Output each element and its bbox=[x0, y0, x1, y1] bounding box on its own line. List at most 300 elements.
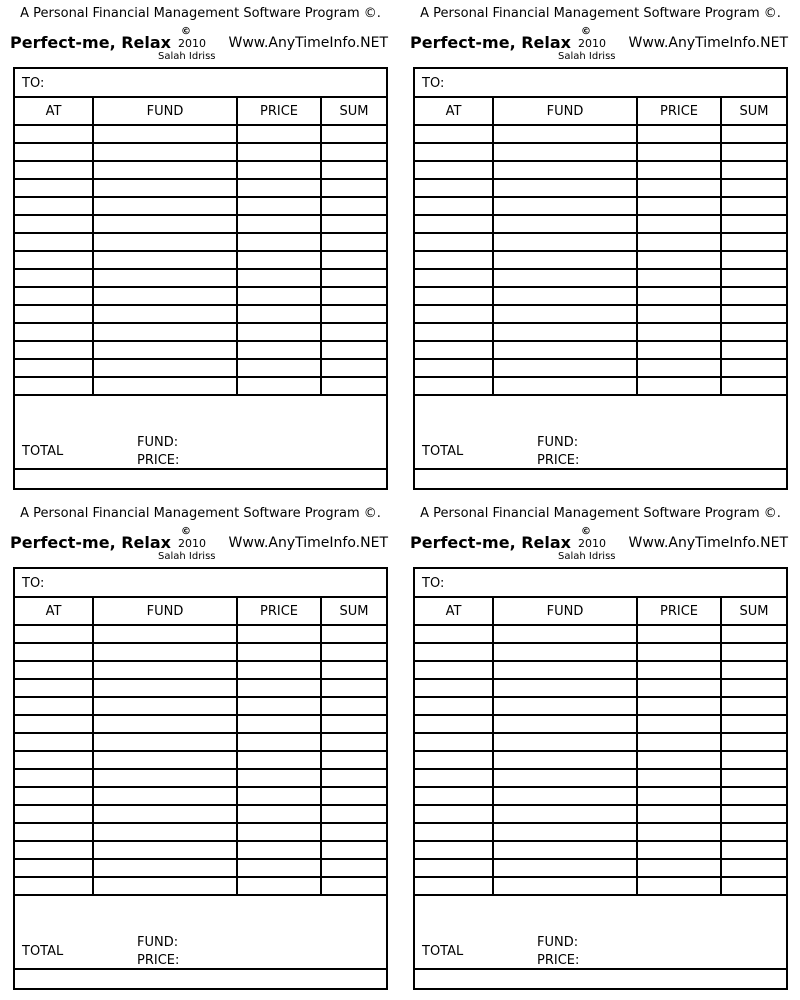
sum-cell[interactable] bbox=[321, 341, 386, 359]
at-cell[interactable] bbox=[415, 197, 493, 215]
fund-cell[interactable] bbox=[93, 841, 237, 859]
fund-cell[interactable] bbox=[493, 269, 637, 287]
price-cell[interactable] bbox=[237, 715, 321, 733]
sum-cell[interactable] bbox=[321, 643, 386, 661]
sum-cell[interactable] bbox=[721, 715, 786, 733]
sum-cell[interactable] bbox=[321, 877, 386, 895]
fund-cell[interactable] bbox=[93, 269, 237, 287]
price-cell[interactable] bbox=[237, 305, 321, 323]
fund-cell[interactable] bbox=[493, 697, 637, 715]
sum-cell[interactable] bbox=[321, 161, 386, 179]
table-row bbox=[415, 805, 786, 823]
tagline: A Personal Financial Management Software Program ©. bbox=[420, 506, 781, 521]
fund-cell[interactable] bbox=[93, 733, 237, 751]
at-cell[interactable] bbox=[415, 287, 493, 305]
sum-cell[interactable] bbox=[721, 841, 786, 859]
price-cell[interactable] bbox=[637, 859, 721, 877]
at-cell[interactable] bbox=[15, 841, 93, 859]
table-row bbox=[15, 377, 386, 395]
table-row bbox=[15, 341, 386, 359]
fund-cell[interactable] bbox=[93, 643, 237, 661]
at-cell[interactable] bbox=[415, 305, 493, 323]
fund-cell[interactable] bbox=[93, 215, 237, 233]
price-cell[interactable] bbox=[637, 877, 721, 895]
fund-cell[interactable] bbox=[493, 859, 637, 877]
column-header-price: PRICE bbox=[237, 98, 321, 125]
to-row bbox=[15, 569, 386, 598]
table-row bbox=[415, 341, 786, 359]
column-header-sum: SUM bbox=[321, 598, 386, 625]
price-cell[interactable] bbox=[637, 841, 721, 859]
fund-cell[interactable] bbox=[493, 625, 637, 643]
price-cell[interactable] bbox=[237, 251, 321, 269]
tagline: A Personal Financial Management Software Program ©. bbox=[20, 506, 381, 521]
sum-cell[interactable] bbox=[721, 377, 786, 395]
at-cell[interactable] bbox=[15, 197, 93, 215]
fund-cell[interactable] bbox=[93, 377, 237, 395]
sum-cell[interactable] bbox=[321, 359, 386, 377]
fund-cell[interactable] bbox=[493, 161, 637, 179]
brand-name: Perfect-me, Relax bbox=[410, 533, 571, 552]
fund-cell[interactable] bbox=[93, 625, 237, 643]
total-fund-label: FUND: bbox=[137, 935, 179, 950]
form-card bbox=[410, 500, 788, 990]
at-cell[interactable] bbox=[415, 697, 493, 715]
fund-cell[interactable] bbox=[93, 143, 237, 161]
fund-cell[interactable] bbox=[493, 715, 637, 733]
table-row bbox=[415, 305, 786, 323]
fund-cell[interactable] bbox=[493, 125, 637, 143]
price-cell[interactable] bbox=[637, 661, 721, 679]
sum-cell[interactable] bbox=[721, 179, 786, 197]
ledger-form bbox=[13, 67, 388, 490]
fund-cell[interactable] bbox=[493, 805, 637, 823]
at-cell[interactable] bbox=[15, 805, 93, 823]
table-row bbox=[15, 697, 386, 715]
sum-cell[interactable] bbox=[721, 697, 786, 715]
at-cell[interactable] bbox=[15, 877, 93, 895]
at-cell[interactable] bbox=[415, 269, 493, 287]
fund-cell[interactable] bbox=[493, 823, 637, 841]
at-cell[interactable] bbox=[415, 859, 493, 877]
sum-cell[interactable] bbox=[321, 305, 386, 323]
fund-cell[interactable] bbox=[493, 661, 637, 679]
at-cell[interactable] bbox=[15, 769, 93, 787]
price-cell[interactable] bbox=[237, 787, 321, 805]
fund-cell[interactable] bbox=[493, 733, 637, 751]
sum-cell[interactable] bbox=[321, 233, 386, 251]
fund-cell[interactable] bbox=[493, 323, 637, 341]
at-cell[interactable] bbox=[415, 179, 493, 197]
fund-cell[interactable] bbox=[93, 125, 237, 143]
at-cell[interactable] bbox=[415, 877, 493, 895]
price-cell[interactable] bbox=[637, 305, 721, 323]
column-header-at: AT bbox=[15, 598, 93, 625]
brand-name: Perfect-me, Relax bbox=[10, 533, 171, 552]
at-cell[interactable] bbox=[415, 341, 493, 359]
sum-cell[interactable] bbox=[721, 643, 786, 661]
at-cell[interactable] bbox=[415, 161, 493, 179]
price-cell[interactable] bbox=[237, 161, 321, 179]
fund-cell[interactable] bbox=[93, 197, 237, 215]
price-cell[interactable] bbox=[237, 733, 321, 751]
price-cell[interactable] bbox=[637, 643, 721, 661]
at-cell[interactable] bbox=[415, 787, 493, 805]
price-cell[interactable] bbox=[637, 143, 721, 161]
at-cell[interactable] bbox=[415, 643, 493, 661]
at-cell[interactable] bbox=[15, 269, 93, 287]
sum-cell[interactable] bbox=[721, 625, 786, 643]
sum-cell[interactable] bbox=[721, 751, 786, 769]
author-name: Salah Idriss bbox=[558, 551, 616, 562]
table-row bbox=[15, 625, 386, 643]
price-cell[interactable] bbox=[237, 661, 321, 679]
price-cell[interactable] bbox=[237, 679, 321, 697]
table-row bbox=[15, 197, 386, 215]
at-cell[interactable] bbox=[15, 661, 93, 679]
sum-cell[interactable] bbox=[721, 787, 786, 805]
price-cell[interactable] bbox=[237, 643, 321, 661]
table-row bbox=[15, 859, 386, 877]
price-cell[interactable] bbox=[637, 751, 721, 769]
at-cell[interactable] bbox=[415, 143, 493, 161]
price-cell[interactable] bbox=[637, 179, 721, 197]
price-cell[interactable] bbox=[637, 251, 721, 269]
at-cell[interactable] bbox=[15, 859, 93, 877]
price-cell[interactable] bbox=[637, 697, 721, 715]
sum-cell[interactable] bbox=[721, 305, 786, 323]
fund-cell[interactable] bbox=[493, 643, 637, 661]
price-cell[interactable] bbox=[637, 733, 721, 751]
fund-cell[interactable] bbox=[93, 233, 237, 251]
fund-cell[interactable] bbox=[93, 805, 237, 823]
at-cell[interactable] bbox=[15, 679, 93, 697]
to-label: TO: bbox=[22, 76, 45, 91]
sum-cell[interactable] bbox=[321, 661, 386, 679]
fund-cell[interactable] bbox=[93, 161, 237, 179]
total-price-label: PRICE: bbox=[537, 453, 580, 468]
at-cell[interactable] bbox=[15, 233, 93, 251]
sum-cell[interactable] bbox=[321, 215, 386, 233]
price-cell[interactable] bbox=[637, 161, 721, 179]
sum-cell[interactable] bbox=[321, 251, 386, 269]
table-row bbox=[15, 823, 386, 841]
sum-cell[interactable] bbox=[721, 769, 786, 787]
at-cell[interactable] bbox=[15, 341, 93, 359]
at-cell[interactable] bbox=[15, 125, 93, 143]
price-cell[interactable] bbox=[637, 287, 721, 305]
at-cell[interactable] bbox=[15, 251, 93, 269]
price-cell[interactable] bbox=[637, 125, 721, 143]
sum-cell[interactable] bbox=[321, 143, 386, 161]
fund-cell[interactable] bbox=[493, 179, 637, 197]
at-cell[interactable] bbox=[15, 287, 93, 305]
sum-cell[interactable] bbox=[321, 805, 386, 823]
table-row bbox=[415, 251, 786, 269]
sum-cell[interactable] bbox=[321, 823, 386, 841]
price-cell[interactable] bbox=[237, 805, 321, 823]
fund-cell[interactable] bbox=[93, 251, 237, 269]
fund-cell[interactable] bbox=[93, 287, 237, 305]
fund-cell[interactable] bbox=[93, 661, 237, 679]
at-cell[interactable] bbox=[415, 233, 493, 251]
sum-cell[interactable] bbox=[721, 805, 786, 823]
sum-cell[interactable] bbox=[721, 125, 786, 143]
total-fund-label: FUND: bbox=[537, 435, 579, 450]
fund-cell[interactable] bbox=[493, 359, 637, 377]
fund-cell[interactable] bbox=[493, 215, 637, 233]
price-cell[interactable] bbox=[637, 787, 721, 805]
fund-cell[interactable] bbox=[493, 769, 637, 787]
sum-cell[interactable] bbox=[721, 859, 786, 877]
price-cell[interactable] bbox=[637, 377, 721, 395]
fund-cell[interactable] bbox=[493, 679, 637, 697]
price-cell[interactable] bbox=[237, 751, 321, 769]
at-cell[interactable] bbox=[415, 251, 493, 269]
total-row bbox=[15, 931, 386, 970]
sum-cell[interactable] bbox=[321, 751, 386, 769]
price-cell[interactable] bbox=[637, 341, 721, 359]
price-cell[interactable] bbox=[237, 341, 321, 359]
sum-cell[interactable] bbox=[321, 715, 386, 733]
sum-cell[interactable] bbox=[721, 215, 786, 233]
price-cell[interactable] bbox=[237, 841, 321, 859]
sum-cell[interactable] bbox=[721, 359, 786, 377]
price-cell[interactable] bbox=[237, 377, 321, 395]
price-cell[interactable] bbox=[237, 233, 321, 251]
at-cell[interactable] bbox=[415, 625, 493, 643]
at-cell[interactable] bbox=[415, 805, 493, 823]
fund-cell[interactable] bbox=[493, 305, 637, 323]
price-cell[interactable] bbox=[237, 287, 321, 305]
price-cell[interactable] bbox=[237, 215, 321, 233]
price-cell[interactable] bbox=[637, 215, 721, 233]
fund-cell[interactable] bbox=[93, 877, 237, 895]
at-cell[interactable] bbox=[15, 697, 93, 715]
fund-cell[interactable] bbox=[93, 715, 237, 733]
price-cell[interactable] bbox=[237, 197, 321, 215]
sum-cell[interactable] bbox=[721, 341, 786, 359]
fund-cell[interactable] bbox=[493, 251, 637, 269]
price-cell[interactable] bbox=[637, 823, 721, 841]
fund-cell[interactable] bbox=[93, 751, 237, 769]
table-row bbox=[15, 233, 386, 251]
at-cell[interactable] bbox=[15, 161, 93, 179]
sum-cell[interactable] bbox=[321, 269, 386, 287]
price-cell[interactable] bbox=[637, 679, 721, 697]
column-header-price: PRICE bbox=[637, 598, 721, 625]
fund-cell[interactable] bbox=[93, 697, 237, 715]
at-cell[interactable] bbox=[415, 215, 493, 233]
table-row bbox=[415, 787, 786, 805]
column-header-fund: FUND bbox=[493, 598, 637, 625]
price-cell[interactable] bbox=[237, 359, 321, 377]
at-cell[interactable] bbox=[15, 215, 93, 233]
total-row bbox=[415, 931, 786, 970]
price-cell[interactable] bbox=[237, 125, 321, 143]
sum-cell[interactable] bbox=[321, 787, 386, 805]
sum-cell[interactable] bbox=[321, 197, 386, 215]
at-cell[interactable] bbox=[15, 377, 93, 395]
price-cell[interactable] bbox=[237, 859, 321, 877]
at-cell[interactable] bbox=[415, 823, 493, 841]
fund-cell[interactable] bbox=[93, 679, 237, 697]
at-cell[interactable] bbox=[15, 643, 93, 661]
sum-cell[interactable] bbox=[321, 377, 386, 395]
at-cell[interactable] bbox=[415, 125, 493, 143]
at-cell[interactable] bbox=[415, 769, 493, 787]
at-cell[interactable] bbox=[15, 733, 93, 751]
price-cell[interactable] bbox=[637, 769, 721, 787]
price-cell[interactable] bbox=[637, 197, 721, 215]
at-cell[interactable] bbox=[415, 751, 493, 769]
sum-cell[interactable] bbox=[721, 823, 786, 841]
price-cell[interactable] bbox=[237, 769, 321, 787]
at-cell[interactable] bbox=[415, 323, 493, 341]
total-label: TOTAL bbox=[422, 444, 464, 459]
table-row bbox=[15, 251, 386, 269]
fund-cell[interactable] bbox=[493, 377, 637, 395]
at-cell[interactable] bbox=[15, 305, 93, 323]
price-cell[interactable] bbox=[637, 323, 721, 341]
table-row bbox=[15, 841, 386, 859]
at-cell[interactable] bbox=[15, 359, 93, 377]
table-row bbox=[415, 179, 786, 197]
table-row bbox=[15, 679, 386, 697]
price-cell[interactable] bbox=[237, 179, 321, 197]
copyright-icon: © bbox=[581, 26, 591, 37]
sum-cell[interactable] bbox=[721, 161, 786, 179]
price-cell[interactable] bbox=[237, 269, 321, 287]
sum-cell[interactable] bbox=[721, 323, 786, 341]
price-cell[interactable] bbox=[237, 143, 321, 161]
sum-cell[interactable] bbox=[321, 625, 386, 643]
sum-cell[interactable] bbox=[721, 287, 786, 305]
at-cell[interactable] bbox=[15, 625, 93, 643]
table-row bbox=[415, 625, 786, 643]
at-cell[interactable] bbox=[415, 715, 493, 733]
at-cell[interactable] bbox=[15, 823, 93, 841]
total-row bbox=[415, 431, 786, 470]
to-label: TO: bbox=[422, 76, 445, 91]
to-label: TO: bbox=[22, 576, 45, 591]
at-cell[interactable] bbox=[415, 661, 493, 679]
fund-cell[interactable] bbox=[493, 197, 637, 215]
fund-cell[interactable] bbox=[493, 751, 637, 769]
website-url: Www.AnyTimeInfo.NET bbox=[628, 35, 788, 51]
fund-cell[interactable] bbox=[93, 341, 237, 359]
price-cell[interactable] bbox=[237, 697, 321, 715]
ledger-form bbox=[413, 567, 788, 990]
price-cell[interactable] bbox=[637, 715, 721, 733]
form-card bbox=[10, 0, 388, 490]
price-cell[interactable] bbox=[237, 625, 321, 643]
sum-cell[interactable] bbox=[321, 323, 386, 341]
sum-cell[interactable] bbox=[721, 269, 786, 287]
author-name: Salah Idriss bbox=[158, 51, 216, 62]
sum-cell[interactable] bbox=[321, 679, 386, 697]
fund-cell[interactable] bbox=[493, 341, 637, 359]
table-row bbox=[15, 805, 386, 823]
sum-cell[interactable] bbox=[721, 197, 786, 215]
table-row bbox=[15, 643, 386, 661]
sum-cell[interactable] bbox=[321, 697, 386, 715]
table-header-row bbox=[415, 98, 786, 125]
fund-cell[interactable] bbox=[93, 859, 237, 877]
at-cell[interactable] bbox=[415, 359, 493, 377]
fund-cell[interactable] bbox=[93, 179, 237, 197]
sum-cell[interactable] bbox=[321, 287, 386, 305]
at-cell[interactable] bbox=[415, 841, 493, 859]
sum-cell[interactable] bbox=[321, 125, 386, 143]
fund-cell[interactable] bbox=[493, 287, 637, 305]
at-cell[interactable] bbox=[415, 733, 493, 751]
price-cell[interactable] bbox=[637, 805, 721, 823]
sum-cell[interactable] bbox=[721, 143, 786, 161]
copyright-year: 2010 bbox=[178, 37, 206, 50]
sum-cell[interactable] bbox=[721, 877, 786, 895]
price-cell[interactable] bbox=[237, 877, 321, 895]
at-cell[interactable] bbox=[15, 179, 93, 197]
sum-cell[interactable] bbox=[721, 251, 786, 269]
sum-cell[interactable] bbox=[321, 769, 386, 787]
fund-cell[interactable] bbox=[493, 841, 637, 859]
fund-cell[interactable] bbox=[93, 787, 237, 805]
sum-cell[interactable] bbox=[321, 859, 386, 877]
price-cell[interactable] bbox=[637, 233, 721, 251]
sum-cell[interactable] bbox=[721, 733, 786, 751]
sum-cell[interactable] bbox=[721, 679, 786, 697]
sum-cell[interactable] bbox=[321, 841, 386, 859]
at-cell[interactable] bbox=[415, 377, 493, 395]
fund-cell[interactable] bbox=[93, 359, 237, 377]
at-cell[interactable] bbox=[415, 679, 493, 697]
price-cell[interactable] bbox=[237, 323, 321, 341]
fund-cell[interactable] bbox=[493, 877, 637, 895]
brand-name: Perfect-me, Relax bbox=[410, 33, 571, 52]
price-cell[interactable] bbox=[637, 269, 721, 287]
total-price-label: PRICE: bbox=[137, 453, 180, 468]
fund-cell[interactable] bbox=[93, 823, 237, 841]
fund-cell[interactable] bbox=[493, 143, 637, 161]
table-row bbox=[15, 733, 386, 751]
to-row bbox=[415, 569, 786, 598]
fund-cell[interactable] bbox=[493, 787, 637, 805]
table-row bbox=[415, 661, 786, 679]
sum-cell[interactable] bbox=[321, 733, 386, 751]
table-row bbox=[15, 125, 386, 143]
at-cell[interactable] bbox=[15, 751, 93, 769]
tagline: A Personal Financial Management Software Program ©. bbox=[20, 6, 381, 21]
price-cell[interactable] bbox=[237, 823, 321, 841]
at-cell[interactable] bbox=[15, 143, 93, 161]
sum-cell[interactable] bbox=[721, 661, 786, 679]
at-cell[interactable] bbox=[15, 323, 93, 341]
sum-cell[interactable] bbox=[721, 233, 786, 251]
at-cell[interactable] bbox=[15, 715, 93, 733]
sum-cell[interactable] bbox=[321, 179, 386, 197]
fund-cell[interactable] bbox=[93, 323, 237, 341]
price-cell[interactable] bbox=[637, 625, 721, 643]
fund-cell[interactable] bbox=[93, 769, 237, 787]
fund-cell[interactable] bbox=[493, 233, 637, 251]
table-row bbox=[415, 233, 786, 251]
price-cell[interactable] bbox=[637, 359, 721, 377]
fund-cell[interactable] bbox=[93, 305, 237, 323]
table-row bbox=[15, 161, 386, 179]
at-cell[interactable] bbox=[15, 787, 93, 805]
table-row bbox=[15, 877, 386, 895]
